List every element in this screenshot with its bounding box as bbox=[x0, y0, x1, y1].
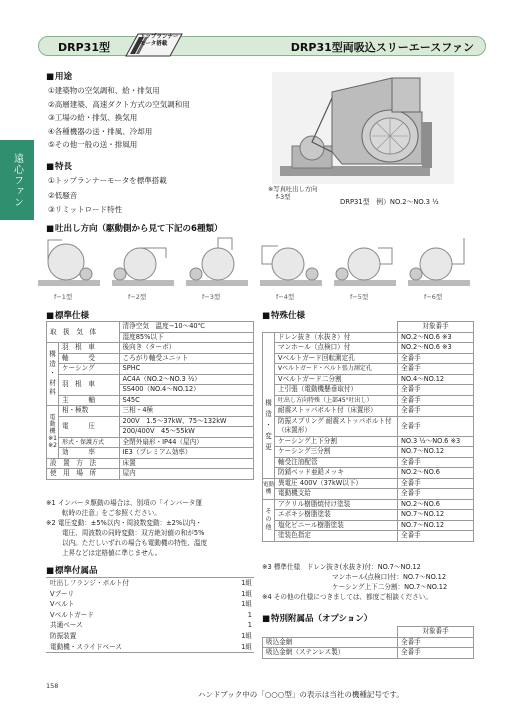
features-heading: ■ 特長 bbox=[46, 160, 72, 172]
list-item: 防振装置 1組 bbox=[50, 631, 252, 640]
table-row: 効 率 IE3（プレミアム効率） bbox=[47, 448, 254, 459]
struct-change-group: 構 造 ・ 変 更 bbox=[263, 374, 275, 478]
table-row: エポキシ樹脂塗装 NO.7〜NO.12 bbox=[263, 510, 474, 521]
fan-product-photo bbox=[272, 72, 454, 184]
table-row: ケーシング三分割 NO.7〜NO.12 bbox=[263, 447, 474, 458]
table-row: 吐出し方向特殊（上部45°吐出し） 全番手 bbox=[263, 395, 474, 406]
table-row: 形式・保護方式 全閉外扇形・IP44（屋内） bbox=[47, 437, 254, 448]
logo-text: トップランナー モータ搭載 bbox=[140, 34, 179, 47]
table-row: その他 アクリル樹脂焼付け塗装 NO.2〜NO.6 bbox=[263, 499, 474, 510]
discharge-heading: ■ 吐出し方向（駆動側から見て下記の6種類） bbox=[46, 222, 222, 234]
table-row: 使 用 場 所 屋内 bbox=[47, 469, 254, 480]
table-row: Vベルトガード回転測定孔 全番手 bbox=[263, 353, 474, 364]
fan-diagram-icon bbox=[258, 234, 324, 292]
section-side-tab bbox=[0, 140, 34, 220]
list-item: 吐出しフランジ・ボルト付 1組 bbox=[50, 579, 252, 587]
usage-heading: ■ 用途 bbox=[46, 70, 72, 82]
table-row: 構 造 ・ 材 料 羽 根 車 後向き（ターボ） bbox=[47, 343, 254, 354]
usage-list bbox=[48, 84, 190, 152]
table-row: 電動機 異電圧 400V（37kW以下） 全番手 bbox=[263, 478, 474, 489]
list-item: 共通ベース 1 bbox=[50, 621, 252, 630]
fan-diagram-icon bbox=[110, 234, 176, 292]
table-row: 構 造 ・ 変 更 Vベルトガード二分割 NO.4〜NO.12 bbox=[263, 374, 474, 385]
feature-item: ①トップランナーモータを標準搭載 bbox=[48, 176, 167, 185]
fan-diagram-icon bbox=[332, 234, 398, 292]
table-row: 電 圧 200V 1.5〜37kW、75〜132kW bbox=[47, 416, 254, 427]
usage-item: ⑤その他一般の送・排風用 bbox=[48, 140, 138, 150]
table-row: 取 扱 気 体 清浄空気 温度−10〜40℃ bbox=[47, 322, 254, 333]
usage-item: ①建築物の空気調和、給・排気用 bbox=[48, 86, 160, 95]
model-label: DRP31型 bbox=[58, 41, 110, 54]
standard-accessories-list bbox=[46, 577, 254, 653]
table-row: 主 軸 S45C bbox=[47, 395, 254, 406]
fan-diagram-icon bbox=[36, 234, 102, 292]
table-row: 軸受注油配管 全番手 bbox=[263, 457, 474, 468]
special-other-group: その他 bbox=[263, 499, 275, 541]
feature-item: ③リミットロード特性 bbox=[48, 205, 123, 214]
optional-accessories-table bbox=[262, 626, 474, 659]
table-row: 吸込金網（ステンレス製） 全番手 bbox=[263, 648, 474, 659]
motor-group: 電動機 ※1 ※2 bbox=[47, 406, 59, 459]
standard-spec-notes: ※1 インバータ駆動の場合は、別項の「インバータ運 転時の注意」をご参照ください。 ※2 電圧変動：±5%以内・周波数変動：±2%以内・ 電圧、周波数の同時変動：双方絶対値の和が5% 以内。ただしいずれの場合も電動機の特性、温度 上昇などは定格値に準じません。 bbox=[46, 499, 208, 557]
top-runner-motor-logo bbox=[124, 32, 184, 58]
discharge-type-f5: f−5型 bbox=[332, 234, 400, 304]
table-row: ケーシング上下分割 NO.3 ½〜NO.6 ※3 bbox=[263, 436, 474, 447]
discharge-type-f3: f−3型 bbox=[184, 234, 252, 304]
table-row: 吸込金網 全番手 bbox=[263, 637, 474, 648]
table-row: 羽 根 車 AC4A（NO.2〜NO.3 ½） bbox=[47, 374, 254, 385]
feature-item: ②低騒音 bbox=[48, 190, 78, 200]
page-title: DRP31型両吸込スリーエースファン bbox=[290, 41, 474, 54]
photo-note: ※写真吐出し方向 f-3型 bbox=[268, 186, 318, 201]
table-row: 設 置 方 法 床置 bbox=[47, 458, 254, 469]
table-row: マンホール（点検口）付 NO.2〜NO.6 ※3 bbox=[263, 343, 474, 354]
discharge-type-f2: f−2型 bbox=[110, 234, 178, 304]
discharge-type-f1: f−1型 bbox=[36, 234, 104, 304]
struct-material-group: 構 造 ・ 材 料 bbox=[47, 343, 59, 406]
discharge-direction-row bbox=[36, 234, 476, 304]
list-item: Vベルト 1組 bbox=[50, 600, 252, 609]
special-spec-heading: ■ 特殊仕様 bbox=[262, 309, 305, 321]
discharge-type-f6: f−6型 bbox=[406, 234, 474, 304]
optional-accessories-heading: ■ 特別附属品（オプション） bbox=[262, 612, 372, 624]
page-number: 158 bbox=[46, 682, 59, 690]
side-tab-label: 遠心ファン bbox=[11, 152, 23, 208]
features-list bbox=[48, 174, 167, 218]
table-row: 対象番手 bbox=[263, 627, 474, 638]
table-row: 上引張（電動機懸垂取付） 全番手 bbox=[263, 385, 474, 396]
standard-spec-heading: ■ 標準仕様 bbox=[46, 309, 89, 321]
photo-caption: DRP31型 例）NO.2〜NO.3 ½ bbox=[340, 198, 439, 206]
usage-item: ④各種機器の送・排風、冷却用 bbox=[48, 126, 153, 136]
usage-item: ③工場の給・排気、換気用 bbox=[48, 113, 138, 123]
table-row: 塗装色指定 全番手 bbox=[263, 531, 474, 542]
discharge-type-f4: f−4型 bbox=[258, 234, 326, 304]
table-row: ケーシング SPHC bbox=[47, 364, 254, 375]
table-row: SS400（NO.4〜NO.12） bbox=[47, 385, 254, 396]
standard-accessories-heading: ■ 標準付属品 bbox=[46, 564, 98, 576]
list-item: Vプーリ 1組 bbox=[50, 589, 252, 598]
list-item: 電動機・スライドベース 1組 bbox=[50, 642, 252, 651]
fan-diagram-icon bbox=[184, 234, 250, 292]
special-spec-notes: ※3 標準仕様 ドレン抜き(水抜き)付：NO.7〜NO.12 マンホール(点検口)付：NO.7〜NO.12 ケーシング上下二分割：NO.7〜NO.12 ※4 その他の仕様につきましては、都度ご相談ください。 bbox=[262, 563, 448, 601]
table-row: 200/400V 45〜55kW bbox=[47, 427, 254, 438]
special-motor-group: 電動機 bbox=[263, 478, 275, 499]
table-row: 防振スプリング 耐震ストッパボルト付（床置形） 全番手 bbox=[263, 416, 474, 436]
fan-diagram-icon bbox=[406, 234, 472, 292]
usage-item: ②高層建築、高速ダクト方式の空気調和用 bbox=[48, 99, 190, 109]
footer-note: ハンドブック中の「○○○型」の表示は当社の機種記号です。 bbox=[198, 690, 404, 699]
special-spec-table bbox=[262, 321, 474, 542]
table-row: 対象番手 bbox=[263, 322, 474, 333]
table-row: 塩化ビニール樹脂塗装 NO.7〜NO.12 bbox=[263, 520, 474, 531]
table-row: Vベルトガード・ベルト張力測定孔 全番手 bbox=[263, 364, 474, 375]
table-row: 電動機 ※1 ※2 相・極数 三相・4極 bbox=[47, 406, 254, 417]
table-row: 耐震ストッパボルト付（床置形） 全番手 bbox=[263, 406, 474, 417]
list-item: Vベルトガード 1 bbox=[50, 610, 252, 619]
table-row: 軸 受 ころがり軸受ユニット bbox=[47, 353, 254, 364]
table-row: 防錆ベッド亜鉛メッキ NO.2〜NO.6 bbox=[263, 468, 474, 479]
standard-spec-table bbox=[46, 321, 254, 480]
table-row: ドレン抜き（水抜き）付 NO.2〜NO.6 ※3 bbox=[263, 332, 474, 343]
table-row: 電動機支給 全番手 bbox=[263, 489, 474, 500]
table-row: 湿度85%以下 bbox=[47, 332, 254, 343]
